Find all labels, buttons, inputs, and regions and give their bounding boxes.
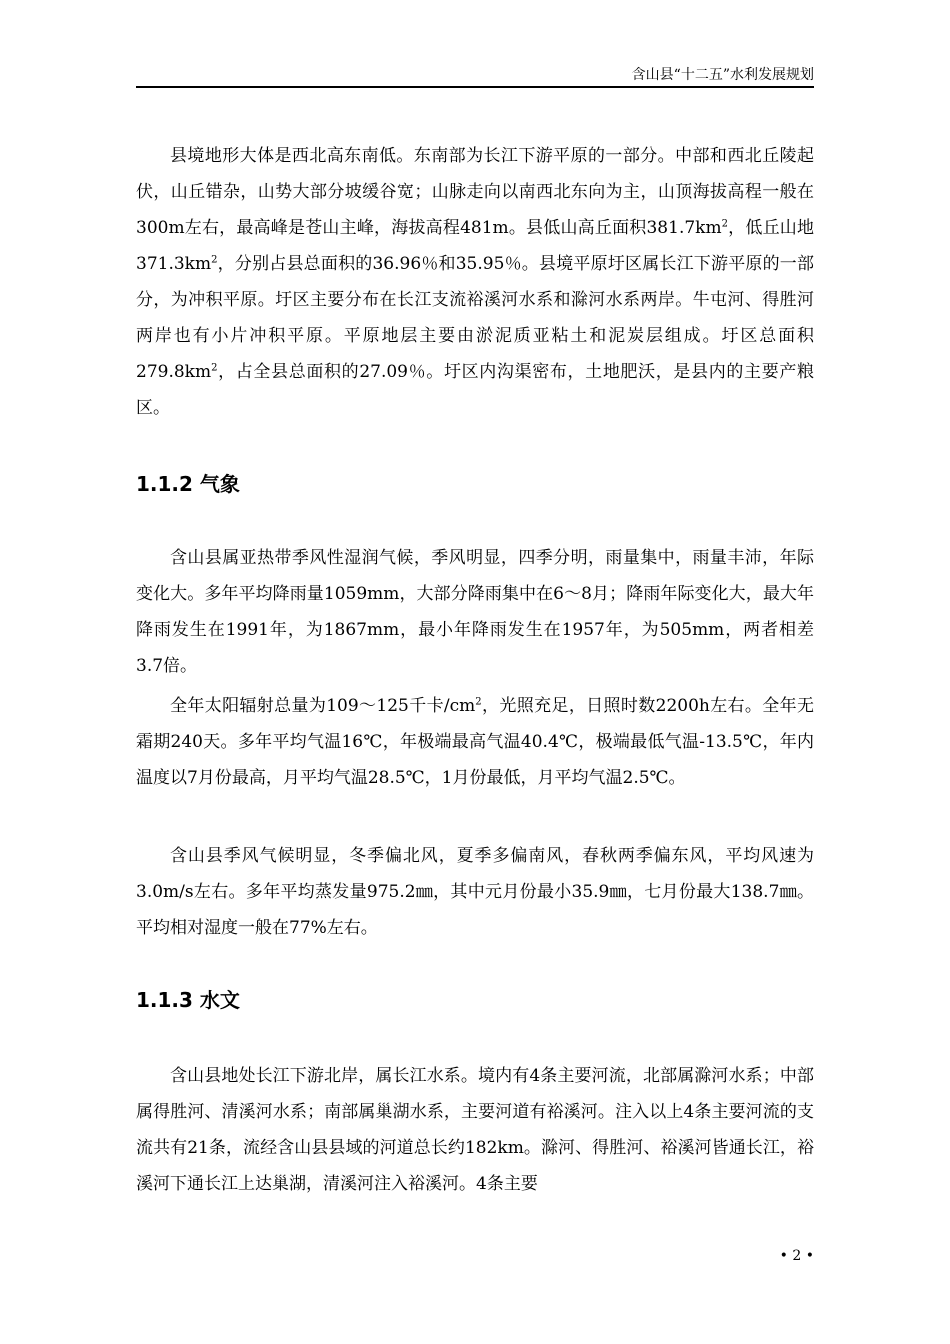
paragraph-climate-rainfall: 含山县属亚热带季风性湿润气候，季风明显，四季分明，雨量集中，雨量丰沛，年际变化大。多年平均降雨量1059mm，大部分降雨集中在6～8月；降雨年际变化大，最大年降雨发生在1991年，为1867mm，最小年降雨发生在1957年，为505mm，两者相差3.7倍。 (136, 548, 814, 676)
paragraph-climate-temperature: 全年太阳辐射总量为109～125千卡$/cm^2$，光照充足，日照时数2200h左右。全年无霜期240天。多年平均气温16℃，年极端最高气温40.4℃，极端最低气温-13.5℃，年内温度以7月份最高，月平均气温28.5℃，1月份最低，月平均气温2.5℃。 (136, 696, 814, 788)
paragraph-hydrology: 含山县地处长江下游北岸，属长江水系。境内有4条主要河流，北部属滁河水系；中部属得胜河、清溪河水系；南部属巢湖水系，主要河道有裕溪河。注入以上4条主要河流的支流共有21条，流经含山县县域的河道总长约182km。滁河、得胜河、裕溪河皆通长江，裕溪河下通长江上达巢湖，清溪河注入裕溪河。4条主要 (136, 1066, 814, 1194)
paragraph-terrain: 县境地形大体是西北高东南低。东南部为长江下游平原的一部分。中部和西北丘陵起伏，山丘错杂，山势大部分坡缓谷宽；山脉走向以南西北东向为主，山顶海拔高程一般在300m左右，最高峰是苍山主峰，海拔高程481m。县低山高丘面积$381.7km^2$，低丘山地$371.3km^2$，分别占县总面积的36.96％和35.95％。县境平原圩区属长江下游平原的一部分，为冲积平原。圩区主要分布在长江支流裕溪河水系和滁河水系两岸。牛屯河、得胜河两岸也有小片冲积平原。平原地层主要由淤泥质亚粘土和泥炭层组成。圩区总面积$279.8km^2$，占全县总面积的27.09％。圩区内沟渠密布，土地肥沃，是县内的主要产粮区。 (136, 146, 814, 418)
running-header: 含山县“十二五”水利发展规划 (631, 67, 814, 83)
header-rule (136, 86, 814, 88)
section-heading-hydrology: 1.1.3 水文 (136, 988, 240, 1012)
section-heading-climate: 1.1.2 气象 (136, 472, 240, 496)
paragraph-climate-wind: 含山县季风气候明显，冬季偏北风，夏季多偏南风，春秋两季偏东风，平均风速为3.0m/s左右。多年平均蒸发量975.2㎜，其中元月份最小35.9㎜，七月份最大138.7㎜。平均相对湿度一般在77%左右。 (136, 846, 814, 938)
page-number: • 2 • (779, 1248, 814, 1264)
